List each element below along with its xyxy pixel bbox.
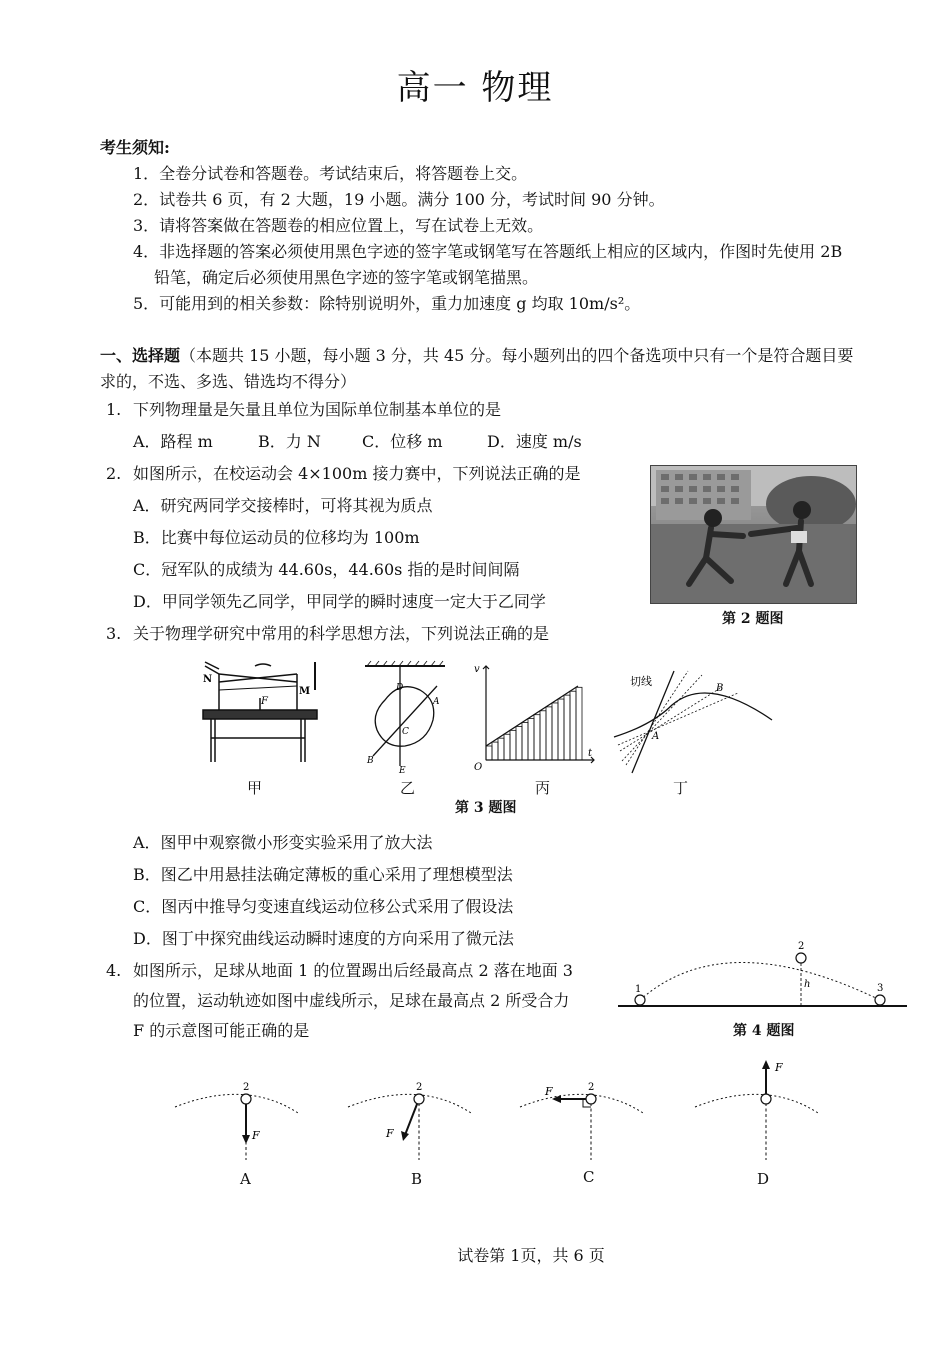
- q3-option-d: D．图丁中探究曲线运动瞬时速度的方向采用了微元法: [133, 929, 514, 948]
- fig-jia-label-n: N: [203, 674, 213, 685]
- figure-yi-suspended-plate: [355, 660, 455, 775]
- q4-trajectory-figure: [615, 940, 910, 1015]
- fig-ding-point-a: A: [652, 731, 660, 742]
- vt-strip: [486, 746, 492, 760]
- q4-stem-line1: 如图所示，足球从地面 1 的位置踢出后经最高点 2 落在地面 3: [133, 961, 573, 980]
- notice-item-1: 1．全卷分试卷和答题卷。考试结束后，将答题卷上交。: [133, 164, 528, 183]
- notice-item-5: 5．可能用到的相关参数：除特别说明外，重力加速度 g 均取 10m/s²。: [133, 294, 641, 313]
- q4-choice-d-force: F: [775, 1061, 783, 1074]
- page-footer: 试卷第 1页，共 6 页: [457, 1246, 605, 1265]
- vt-strip: [546, 707, 552, 760]
- vt-strip: [540, 711, 546, 760]
- fig-ding-label: 丁: [673, 779, 689, 797]
- q4-figure-caption: 第 4 题图: [733, 1023, 795, 1039]
- fig-yi-label-a: A: [433, 697, 440, 707]
- vt-strip: [576, 687, 582, 760]
- fig-yi-label-e: E: [399, 766, 406, 775]
- q3-number: 3.: [106, 624, 122, 643]
- vt-strip: [528, 719, 534, 760]
- q4-choice-d-label: D: [757, 1170, 770, 1188]
- q2-figure-caption: 第 2 题图: [722, 611, 784, 627]
- q2-number: 2.: [106, 464, 122, 483]
- vt-strip: [558, 699, 564, 760]
- vt-strip: [570, 691, 576, 760]
- q4-choice-b-label: B: [411, 1170, 423, 1188]
- q1-stem: 下列物理量是矢量且单位为国际单位制基本单位的是: [133, 400, 502, 419]
- q4-choice-c-diagram: [515, 1055, 665, 1165]
- q4-choice-b-point: 2: [416, 1082, 423, 1093]
- vt-strip: [498, 738, 504, 760]
- vt-strip: [492, 742, 498, 760]
- fig-bing-origin: O: [474, 762, 483, 773]
- fig-jia-label-m: M: [299, 686, 311, 697]
- q1-option-b: B．力 N: [258, 432, 321, 451]
- q4-choice-c-force: F: [545, 1085, 553, 1098]
- q2-option-c: C．冠军队的成绩为 44.60s，44.60s 指的是时间间隔: [133, 560, 520, 579]
- section1-line2: 求的，不选、多选、错选均不得分）: [100, 372, 357, 391]
- fig-ding-point-b: B: [716, 683, 724, 694]
- fig-bing-axis-v: v: [474, 664, 480, 675]
- q4-height-label: h: [804, 979, 811, 990]
- q4-point-2: 2: [798, 941, 805, 952]
- vt-strip: [510, 730, 516, 760]
- q4-choice-b-force: F: [386, 1127, 394, 1140]
- notice-item-2: 2．试卷共 6 页，有 2 大题，19 小题。满分 100 分，考试时间 90 分钟。: [133, 190, 665, 209]
- q4-stem-line2: 的位置，运动轨迹如图中虚线所示，足球在最高点 2 所受合力: [133, 991, 570, 1010]
- exam-title: 高一 物理: [396, 68, 554, 108]
- q4-choice-a-diagram: [170, 1055, 320, 1165]
- figure-ding-tangent: [612, 665, 782, 775]
- q2-option-d: D．甲同学领先乙同学，甲同学的瞬时速度一定大于乙同学: [133, 592, 546, 611]
- notice-heading: 考生须知:: [100, 138, 170, 157]
- figure-jia-table-mirror: [195, 660, 325, 775]
- fig-yi-label-c: C: [402, 727, 409, 737]
- q4-choice-a-force: F: [252, 1129, 260, 1142]
- section1-title: 一、选择题: [100, 346, 181, 365]
- q4-stem-line3: F 的示意图可能正确的是: [133, 1021, 310, 1040]
- q3-option-c: C．图丙中推导匀变速直线运动位移公式采用了假设法: [133, 897, 514, 916]
- notice-item-4: 4．非选择题的答案必须使用黑色字迹的签字笔或钢笔写在答题纸上相应的区域内，作图时先使用 2B: [133, 242, 843, 261]
- fig-yi-label-b: B: [367, 756, 374, 766]
- q4-choice-a-point: 2: [243, 1082, 250, 1093]
- q4-choice-d-diagram: [690, 1055, 840, 1165]
- fig-jia-label: 甲: [247, 779, 263, 797]
- figure-bing-vt-graph: [472, 660, 597, 775]
- q4-choice-c-label: C: [583, 1168, 595, 1186]
- vt-strip: [534, 715, 540, 760]
- q1-option-a: A．路程 m: [133, 432, 213, 451]
- q4-choice-c-point: 2: [588, 1082, 595, 1093]
- fig-ding-tangent-label: 切线: [630, 675, 652, 688]
- q4-point-3: 3: [877, 983, 884, 994]
- vt-strip: [564, 695, 570, 760]
- fig-bing-label: 丙: [535, 779, 551, 797]
- vt-strip: [504, 734, 510, 760]
- q4-choice-b-diagram: [343, 1055, 493, 1165]
- vt-strip: [552, 703, 558, 760]
- fig-yi-label-d: D: [396, 683, 404, 693]
- relay-race-photo: [650, 465, 857, 604]
- q1-number: 1.: [106, 400, 122, 419]
- notice-item-4-cont: 铅笔，确定后必须使用黑色字迹的签字笔或钢笔描黑。: [154, 268, 539, 287]
- notice-item-3: 3．请将答案做在答题卷的相应位置上，写在试卷上无效。: [133, 216, 544, 235]
- q2-option-b: B．比赛中每位运动员的位移均为 100m: [133, 528, 420, 547]
- fig-jia-label-f: F: [261, 696, 268, 707]
- q3-option-b: B．图乙中用悬挂法确定薄板的重心采用了理想模型法: [133, 865, 513, 884]
- vt-strip: [522, 723, 528, 760]
- q3-figure-caption: 第 3 题图: [455, 800, 517, 816]
- fig-bing-axis-t: t: [588, 748, 593, 759]
- vt-strip: [516, 726, 522, 760]
- q3-stem: 关于物理学研究中常用的科学思想方法，下列说法正确的是: [133, 624, 550, 643]
- section1-line1: [100, 343, 853, 369]
- fig-yi-label: 乙: [400, 779, 416, 797]
- section1-desc: （本题共 15 小题，每小题 3 分，共 45 分。每小题列出的四个备选项中只有一个是符合题目要: [180, 346, 854, 365]
- q2-stem: 如图所示，在校运动会 4×100m 接力赛中，下列说法正确的是: [133, 464, 581, 483]
- q3-option-a: A．图甲中观察微小形变实验采用了放大法: [133, 833, 433, 852]
- q4-choice-a-label: A: [240, 1170, 251, 1188]
- relay-race-illustration: [651, 466, 856, 603]
- q4-number: 4.: [106, 961, 122, 980]
- q4-point-1: 1: [635, 984, 642, 995]
- q2-option-a: A．研究两同学交接棒时，可将其视为质点: [133, 496, 433, 515]
- q1-option-c: C．位移 m: [362, 432, 443, 451]
- q1-option-d: D．速度 m/s: [487, 432, 582, 451]
